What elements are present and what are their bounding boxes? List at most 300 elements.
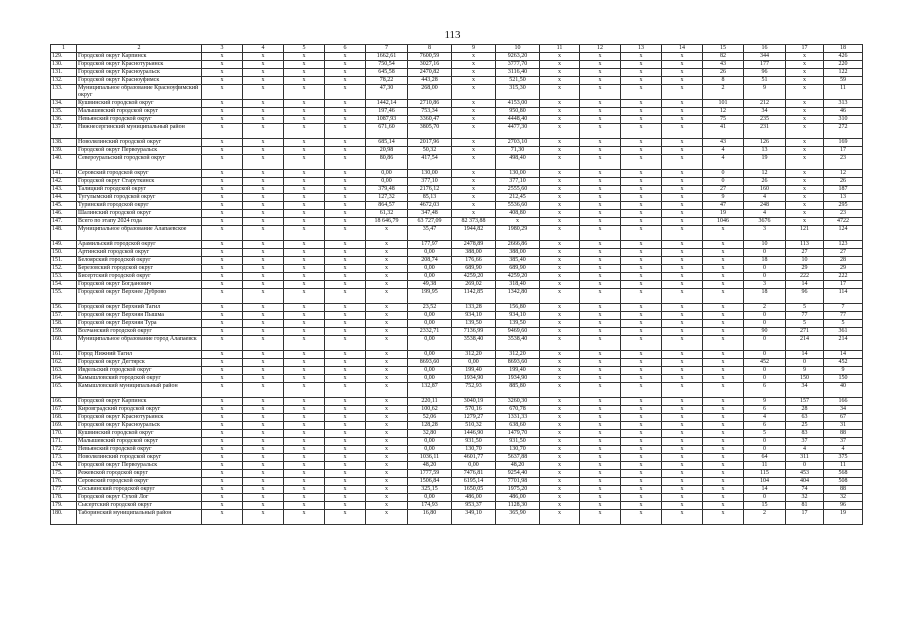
value-cell: x [202, 328, 243, 336]
table-row [51, 422, 863, 430]
value-cell: 1662,61 [366, 53, 408, 61]
value-cell: x [325, 478, 366, 486]
value-cell: x [284, 210, 325, 218]
value-cell: 1975,20 [496, 486, 540, 494]
value-cell: x [621, 375, 662, 383]
value-cell: 486,00 [496, 494, 540, 502]
value-cell: 443,28 [408, 77, 452, 85]
value-cell: 0,00 [408, 320, 452, 328]
value-cell: x [621, 170, 662, 178]
value-cell: x [580, 170, 621, 178]
value-cell: x [621, 398, 662, 406]
value-cell: 52,06 [408, 414, 452, 422]
value-cell: 4 [744, 194, 786, 202]
value-cell: x [540, 446, 580, 454]
value-cell: x [580, 273, 621, 281]
value-cell: 3360,47 [408, 116, 452, 124]
value-cell: 8693,60 [408, 359, 452, 367]
value-cell: x [284, 336, 325, 351]
value-cell: 4153,00 [496, 100, 540, 108]
row-number-cell: 172. [51, 446, 77, 454]
row-number-cell: 140. [51, 155, 77, 170]
value-cell: 0 [744, 438, 786, 446]
value-cell: x [662, 312, 703, 320]
value-cell: x [540, 359, 580, 367]
value-cell: x [580, 289, 621, 304]
value-cell: 4601,77 [452, 454, 496, 462]
value-cell: 19 [744, 155, 786, 170]
value-cell: x [621, 147, 662, 155]
value-cell: 7701,98 [496, 478, 540, 486]
value-cell: x [202, 304, 243, 312]
value-cell: x [703, 281, 744, 289]
value-cell: x [662, 108, 703, 116]
value-cell: 0,00 [408, 312, 452, 320]
value-cell: x [580, 422, 621, 430]
municipality-cell: Городской округ Первоуральск [77, 147, 202, 155]
value-cell: 37 [786, 438, 824, 446]
row-number-cell: 138. [51, 139, 77, 147]
municipality-cell: Таборинский муниципальный район [77, 510, 202, 525]
value-cell: x [621, 273, 662, 281]
value-cell: 2478,89 [452, 241, 496, 249]
value-cell: 934,10 [452, 312, 496, 320]
value-cell: x [202, 170, 243, 178]
row-number-cell: 149. [51, 241, 77, 249]
value-cell: 1142,85 [452, 289, 496, 304]
value-cell: x [243, 186, 284, 194]
value-cell: x [662, 53, 703, 61]
value-cell: x [243, 257, 284, 265]
value-cell: x [786, 170, 824, 178]
value-cell: 1479,70 [496, 430, 540, 438]
value-cell: 9 [703, 194, 744, 202]
value-cell: 17 [824, 147, 863, 155]
value-cell: 5 [744, 430, 786, 438]
value-cell: x [243, 116, 284, 124]
value-cell: 166 [824, 398, 863, 406]
value-cell: 2 [703, 85, 744, 100]
table-header-row [51, 45, 863, 53]
value-cell: 1777,59 [408, 470, 452, 478]
value-cell: x [243, 100, 284, 108]
value-cell: x [452, 170, 496, 178]
value-cell: x [243, 414, 284, 422]
value-cell: x [325, 398, 366, 406]
value-cell: x [325, 406, 366, 414]
value-cell: x [580, 502, 621, 510]
header-cell: 10 [496, 45, 540, 53]
value-cell: 14 [786, 351, 824, 359]
value-cell: x [662, 281, 703, 289]
value-cell: x [243, 218, 284, 226]
value-cell: x [580, 69, 621, 77]
value-cell: x [202, 406, 243, 414]
value-cell: 388,00 [452, 249, 496, 257]
value-cell: x [243, 281, 284, 289]
value-cell: 377,10 [496, 178, 540, 186]
row-number-cell: 175. [51, 470, 77, 478]
row-number-cell: 169. [51, 422, 77, 430]
value-cell: x [662, 124, 703, 139]
value-cell: 150 [824, 375, 863, 383]
value-cell: x [621, 478, 662, 486]
value-cell: x [540, 304, 580, 312]
row-number-cell: 137. [51, 124, 77, 139]
value-cell: x [621, 139, 662, 147]
header-cell: 4 [243, 45, 284, 53]
value-cell: 18 [744, 289, 786, 304]
value-cell: x [703, 273, 744, 281]
value-cell: x [621, 470, 662, 478]
municipality-cell: Шалинский городской округ [77, 210, 202, 218]
value-cell: x [662, 454, 703, 462]
table-row [51, 367, 863, 375]
value-cell: x [284, 438, 325, 446]
value-cell: 17 [824, 281, 863, 289]
row-number-cell: 132. [51, 77, 77, 85]
value-cell: x [662, 218, 703, 226]
table-row [51, 446, 863, 454]
value-cell: 50,32 [408, 147, 452, 155]
value-cell: x [621, 336, 662, 351]
value-cell: x [662, 178, 703, 186]
value-cell: 689,90 [452, 265, 496, 273]
value-cell: x [202, 446, 243, 454]
value-cell: x [540, 383, 580, 398]
row-number-cell: 163. [51, 367, 77, 375]
value-cell: x [243, 61, 284, 69]
value-cell: 81 [786, 502, 824, 510]
value-cell: 452 [744, 359, 786, 367]
table-row [51, 69, 863, 77]
value-cell: 85,13 [408, 194, 452, 202]
value-cell: 312,20 [496, 351, 540, 359]
value-cell: x [662, 359, 703, 367]
municipality-cell: Городской округ Красноуральск [77, 69, 202, 77]
municipality-cell: Серовский городской округ [77, 170, 202, 178]
table-row [51, 147, 863, 155]
value-cell: x [325, 265, 366, 273]
value-cell: 11 [824, 85, 863, 100]
value-cell: x [284, 430, 325, 438]
value-cell: 2470,82 [408, 69, 452, 77]
value-cell: x [284, 53, 325, 61]
row-number-cell: 167. [51, 406, 77, 414]
table-row [51, 502, 863, 510]
header-cell: 14 [662, 45, 703, 53]
value-cell: 12 [703, 108, 744, 116]
value-cell: x [621, 383, 662, 398]
value-cell: 7476,81 [452, 470, 496, 478]
value-cell: 0,00 [408, 265, 452, 273]
value-cell: x [202, 486, 243, 494]
value-cell: x [243, 210, 284, 218]
value-cell: x [580, 462, 621, 470]
value-cell: x [284, 265, 325, 273]
value-cell: x [703, 241, 744, 249]
value-cell: 3538,40 [452, 336, 496, 351]
value-cell: x [540, 414, 580, 422]
value-cell: 212,45 [496, 194, 540, 202]
page-number: 113 [444, 29, 461, 41]
value-cell: x [786, 85, 824, 100]
value-cell: x [580, 194, 621, 202]
table-row [51, 265, 863, 273]
row-number-cell: 170. [51, 430, 77, 438]
value-cell: x [580, 281, 621, 289]
value-cell: 176,66 [452, 257, 496, 265]
row-number-cell: 155. [51, 289, 77, 304]
value-cell: 150 [786, 375, 824, 383]
value-cell: 37 [824, 438, 863, 446]
value-cell: x [284, 406, 325, 414]
value-cell: 4722 [824, 218, 863, 226]
value-cell: x [284, 359, 325, 367]
municipality-cell: Талицкий городской округ [77, 186, 202, 194]
value-cell: x [284, 398, 325, 406]
value-cell: x [325, 241, 366, 249]
value-cell: x [621, 77, 662, 85]
municipality-cell: Североуральский городской округ [77, 155, 202, 170]
value-cell: 689,90 [496, 265, 540, 273]
value-cell: x [621, 265, 662, 273]
value-cell: x [580, 375, 621, 383]
value-cell: 16,80 [408, 510, 452, 525]
value-cell: x [662, 367, 703, 375]
value-cell: x [662, 289, 703, 304]
value-cell: 1087,93 [366, 116, 408, 124]
value-cell: x [580, 249, 621, 257]
value-cell: x [325, 438, 366, 446]
value-cell: x [580, 430, 621, 438]
value-cell: x [786, 147, 824, 155]
value-cell: x [325, 218, 366, 226]
value-cell: 199,40 [452, 367, 496, 375]
table-row [51, 100, 863, 108]
value-cell: 0 [744, 367, 786, 375]
value-cell: 133,28 [452, 304, 496, 312]
value-cell: 4 [703, 147, 744, 155]
value-cell: x [325, 61, 366, 69]
table-row [51, 351, 863, 359]
value-cell: 43 [703, 139, 744, 147]
table-row [51, 470, 863, 478]
value-cell: x [243, 446, 284, 454]
value-cell: 4448,40 [496, 116, 540, 124]
value-cell: x [540, 77, 580, 85]
value-cell: x [366, 422, 408, 430]
municipality-cell: Городской округ Богданович [77, 281, 202, 289]
value-cell: x [540, 281, 580, 289]
value-cell: 174,93 [408, 502, 452, 510]
value-cell: 9254,40 [496, 470, 540, 478]
value-cell: x [366, 226, 408, 241]
value-cell: 377,10 [408, 178, 452, 186]
value-cell: x [325, 147, 366, 155]
value-cell: 5536,60 [496, 202, 540, 210]
value-cell: x [284, 100, 325, 108]
municipality-cell: Городской округ Старуткинск [77, 178, 202, 186]
value-cell: x [703, 414, 744, 422]
value-cell: x [621, 351, 662, 359]
municipality-cell: Малышевский городской округ [77, 108, 202, 116]
value-cell: x [662, 375, 703, 383]
row-number-cell: 144. [51, 194, 77, 202]
value-cell: x [202, 273, 243, 281]
value-cell: x [786, 53, 824, 61]
value-cell: 453 [786, 470, 824, 478]
value-cell: x [284, 383, 325, 398]
value-cell: 934,10 [496, 312, 540, 320]
value-cell: 1128,30 [496, 502, 540, 510]
value-cell: x [621, 414, 662, 422]
value-cell: 32,80 [408, 430, 452, 438]
value-cell: x [703, 454, 744, 462]
value-cell: x [540, 61, 580, 69]
value-cell: 6 [744, 383, 786, 398]
value-cell: x [580, 510, 621, 525]
value-cell: 114 [824, 289, 863, 304]
value-cell: x [662, 210, 703, 218]
value-cell: x [202, 438, 243, 446]
value-cell: 4 [824, 446, 863, 454]
value-cell: 18 646,79 [366, 218, 408, 226]
value-cell: x [540, 328, 580, 336]
value-cell: x [284, 61, 325, 69]
value-cell: x [243, 85, 284, 100]
value-cell: 187 [824, 186, 863, 194]
table-row [51, 210, 863, 218]
row-number-cell: 145. [51, 202, 77, 210]
value-cell: x [621, 241, 662, 249]
table-row [51, 510, 863, 525]
value-cell: 2555,60 [496, 186, 540, 194]
value-cell: x [284, 218, 325, 226]
value-cell: 15 [744, 502, 786, 510]
value-cell: 75 [703, 116, 744, 124]
value-cell: 19 [824, 510, 863, 525]
value-cell: x [284, 139, 325, 147]
value-cell: x [366, 502, 408, 510]
value-cell: x [452, 202, 496, 210]
table-row [51, 383, 863, 398]
value-cell: x [580, 486, 621, 494]
table-row [51, 438, 863, 446]
value-cell: x [284, 478, 325, 486]
table-row [51, 53, 863, 61]
municipality-cell: Режевской городской округ [77, 470, 202, 478]
value-cell: x [366, 320, 408, 328]
value-cell: 9 [744, 85, 786, 100]
table-row [51, 328, 863, 336]
value-cell: 347,48 [408, 210, 452, 218]
value-cell: 670,78 [496, 406, 540, 414]
value-cell: x [243, 462, 284, 470]
value-cell: 29 [786, 265, 824, 273]
value-cell: 130,00 [496, 170, 540, 178]
value-cell: x [540, 178, 580, 186]
municipality-cell: Кушвинский городской округ [77, 430, 202, 438]
value-cell: 26 [703, 69, 744, 77]
value-cell: 48,20 [408, 462, 452, 470]
value-cell: x [621, 116, 662, 124]
value-cell: x [284, 281, 325, 289]
value-cell: x [703, 406, 744, 414]
table-row [51, 462, 863, 470]
value-cell: 1934,90 [452, 375, 496, 383]
value-cell: 88 [824, 486, 863, 494]
value-cell: 4 [744, 210, 786, 218]
municipality-cell: Городской округ Карпинск [77, 53, 202, 61]
value-cell: x [580, 304, 621, 312]
value-cell: 0 [786, 462, 824, 470]
value-cell: 2 [744, 304, 786, 312]
value-cell: 0 [744, 494, 786, 502]
value-cell: x [621, 202, 662, 210]
value-cell: 2017,96 [408, 139, 452, 147]
value-cell: x [284, 155, 325, 170]
value-cell: 128,28 [408, 422, 452, 430]
header-cell: 9 [452, 45, 496, 53]
value-cell: x [540, 85, 580, 100]
value-cell: 508 [824, 478, 863, 486]
value-cell: x [540, 202, 580, 210]
value-cell: x [366, 304, 408, 312]
value-cell: 568 [824, 470, 863, 478]
value-cell: x [284, 470, 325, 478]
value-cell: x [580, 414, 621, 422]
value-cell: x [366, 328, 408, 336]
municipality-cell: Камышловский муниципальный район [77, 383, 202, 398]
value-cell: x [202, 414, 243, 422]
value-cell: x [786, 124, 824, 139]
value-cell: 0 [744, 320, 786, 328]
value-cell: x [621, 446, 662, 454]
value-cell: 0,00 [408, 273, 452, 281]
value-cell: 0 [744, 375, 786, 383]
value-cell: 47,30 [366, 85, 408, 100]
value-cell: x [452, 61, 496, 69]
value-cell: 0,00 [408, 494, 452, 502]
value-cell: 3116,40 [496, 69, 540, 77]
table-row [51, 124, 863, 139]
value-cell: x [284, 462, 325, 470]
value-cell: x [243, 202, 284, 210]
municipality-cell: Муниципальное образование Красноуфимский округ [77, 85, 202, 100]
value-cell: x [662, 304, 703, 312]
value-cell: x [366, 414, 408, 422]
municipality-cell: Невьянский городской округ [77, 116, 202, 124]
value-cell: x [703, 257, 744, 265]
value-cell: 67 [824, 414, 863, 422]
value-cell: x [243, 273, 284, 281]
value-cell: x [703, 265, 744, 273]
value-cell: x [243, 124, 284, 139]
value-cell: x [580, 202, 621, 210]
row-number-cell: 180. [51, 510, 77, 525]
value-cell: x [703, 383, 744, 398]
value-cell: 77 [824, 312, 863, 320]
value-cell: 8 [703, 77, 744, 85]
value-cell: 248 [744, 202, 786, 210]
value-cell: x [243, 304, 284, 312]
value-cell: x [786, 178, 824, 186]
value-cell: x [580, 257, 621, 265]
value-cell: 96 [824, 502, 863, 510]
value-cell: x [662, 478, 703, 486]
value-cell: x [202, 218, 243, 226]
